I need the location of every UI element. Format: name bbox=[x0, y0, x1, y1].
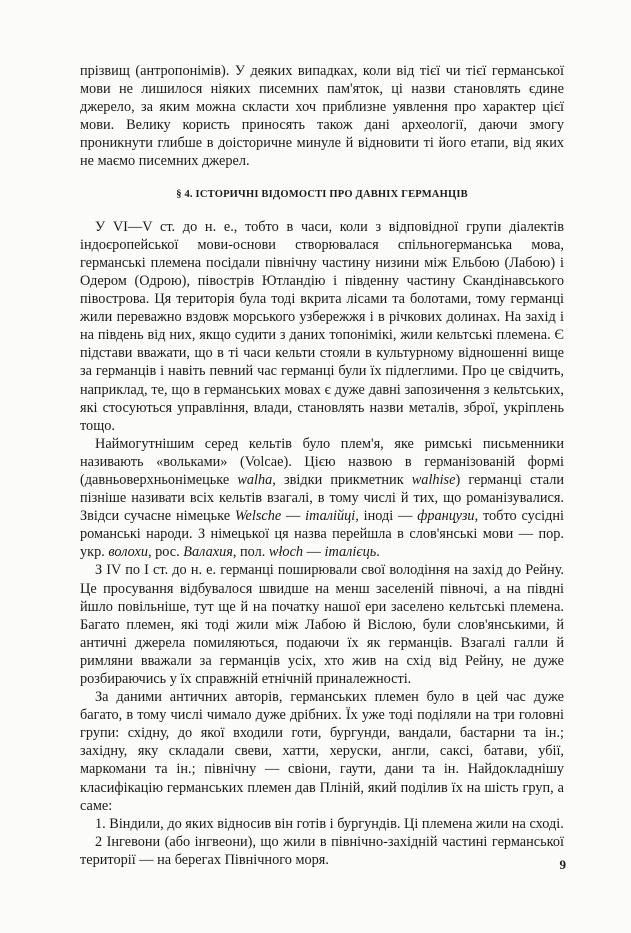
list-item-1 bbox=[80, 815, 564, 833]
text-run: — bbox=[303, 544, 325, 561]
paragraph-4 bbox=[80, 561, 564, 688]
italic-term: Валахия bbox=[183, 544, 233, 561]
paragraph-3 bbox=[80, 435, 564, 562]
italic-term: французи bbox=[417, 508, 475, 525]
text-run: прізвищ (антропонімів). У деяких випадках, коли від тієї чи тієї германської мови не лишилося ніяких писемних пам'яток, ці назви становлять єдине джерело, за яким можна скласти хоч приблизне уявлення про характер цієї мови. Велику користь приносять також дані археології, даючи змогу проникнути глибше в доісторичне минуле й відновити ті його етапи, від яких не маємо писемних джерел. bbox=[80, 63, 564, 170]
italic-term: італійці, bbox=[305, 508, 359, 525]
list-item-2 bbox=[80, 833, 564, 869]
italic-term: walha bbox=[237, 471, 273, 488]
paragraph-5 bbox=[80, 688, 564, 815]
italic-term: włoch bbox=[268, 544, 304, 561]
italic-term: Welsche bbox=[234, 508, 282, 525]
text-run: , пол. bbox=[232, 544, 269, 561]
text-run: , звідки прикметник bbox=[272, 471, 412, 488]
paragraph-1 bbox=[80, 62, 564, 171]
text-run: З IV по I ст. до н. е. германці поширювали свої володіння на захід до Рейну. Це просування відбувалося швидше на менш заселеній півночі, а на півдні йшло повільніше, тут ще й на початку нашої ери заселено кельтські племена. Багато племен, які тоді жили між Лабою й Віслою, були слов'янськими, й античні джерела помиляються, подаючи їх як германців. Взагалі галли й римляни вважали за германців усіх, хто жив на схід від Рейну, не дуже розбираючись у їх справжній етнічній приналежності. bbox=[80, 562, 564, 687]
text-run: , тобто сусідні романські народи. З німецької ця назва перейшла в слов'янські мови — пор. укр. bbox=[80, 508, 564, 561]
text-run: У VI—V ст. до н. е., тобто в часи, коли з відповідної групи діалектів індоєропейської мови-основи створювалася спільногерманська мова, германські племена посідали північну частину низини між Ельбою (Лабою) і Одером (Одрою), півострів Ютландію і південну частину Скандінавського півострова. Ця територія була тоді вкрита лісами та болотами, тому германці жили переважно вздовж морського узбережжя і в річкових долинах. На захід і на південь від них, якщо судити з даних топонімікі, жили кельтські племена. Є підстави вважати, що в ті часи кельти стояли в культурному відношенні вище за германців і навіть певний час германці були їх підлеглими. Про це свідчить, наприклад, те, що в германських мовах є дуже давні запозичення з кельтських, які стосуються управління, влади, становлять назви металів, зброї, укріплень тощо. bbox=[80, 218, 564, 434]
text-run: іноді — bbox=[358, 508, 418, 525]
page-number: 9 bbox=[559, 857, 566, 872]
italic-term: walhise bbox=[411, 471, 456, 488]
text-run: 2 Інгевони (або інгвеони), що жили в північно-західній частині германської території — на берегах Північного моря. bbox=[80, 833, 564, 868]
italic-term: волохи bbox=[108, 544, 148, 561]
page-body bbox=[80, 62, 564, 869]
text-run: 1. Віндили, до яких відносив він готів і бургундів. Ці племена жили на сході. bbox=[95, 815, 564, 832]
text-run: — bbox=[281, 508, 306, 525]
section-heading: § 4. ІСТОРИЧНІ ВІДОМОСТІ ПРО ДАВНІХ ГЕРМАНЦІВ bbox=[176, 188, 468, 200]
italic-term: італієць bbox=[324, 544, 377, 561]
text-run: , рос. bbox=[147, 544, 184, 561]
text-run: . bbox=[376, 544, 380, 561]
text-run: Наймогутнішим серед кельтів було плем'я, яке римські письменники називають «вольками» (Volcae). Цією назвою в германізованій формі (давньоверхньонімецьке bbox=[80, 435, 564, 488]
text-run: ) германці стали пізніше називати всіх кельтів взагалі, в тому числі й тих, що романізувалися. Звідси сучасне німецьке bbox=[80, 471, 564, 525]
paragraph-2 bbox=[80, 218, 564, 435]
text-run: За даними античних авторів, германських племен було в цей час дуже багато, в тому числі чимало дуже дрібних. Їх уже тоді поділяли на три головні групи: східну, до якої входили готи, бургунди, вандали, бастарни та ін.; західну, яку складали свеви, хатти, херуски, англи, саксі, батави, убії, маркомани та ін.; північну — свіони, гаути, дани та ін. Найдокладнішу класифікацію германських племен дав Пліній, який поділив їх на шість груп, а саме: bbox=[80, 689, 564, 814]
